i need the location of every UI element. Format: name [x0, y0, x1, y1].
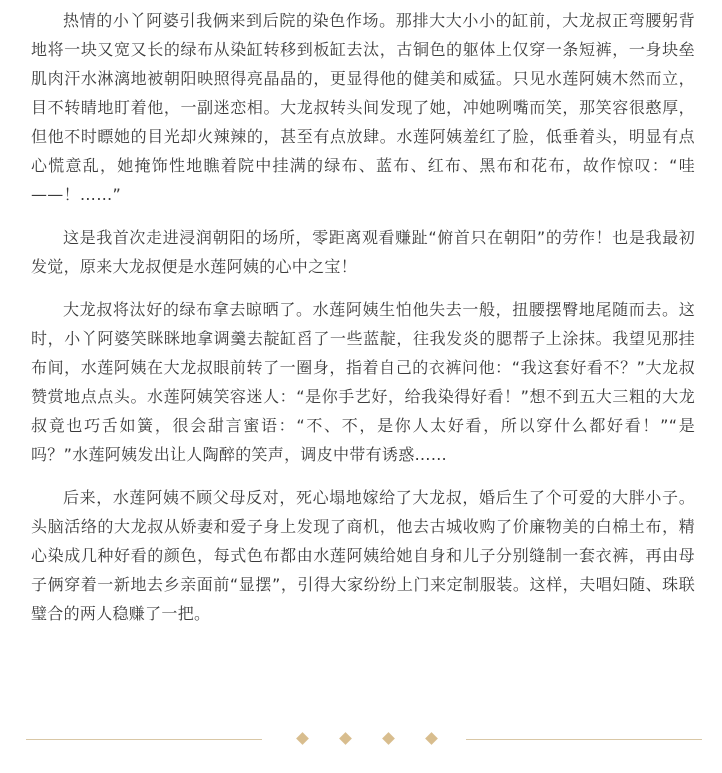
diamond-icon	[296, 732, 309, 745]
divider-line-left	[26, 739, 262, 740]
paragraph-1: 热情的小丫阿婆引我俩来到后院的染色作场。那排大大小小的缸前，大龙叔正弯腰躬背地将一块又宽又长的绿布从染缸转移到板缸去汰，古铜色的躯体上仅穿一条短裤，一身块垒肌肉汗水淋漓地被朝阳映照得亮晶晶的，更显得他的健美和威猛。只见水莲阿姨木然而立，目不转睛地盯着他，一副迷恋相。大龙叔转头间发现了她，冲她咧嘴而笑，那笑容很憨厚，但他不时瞟她的目光却火辣辣的，甚至有点放肆。水莲阿姨羞红了脸，低垂着头，明显有点心慌意乱，她掩饰性地瞧着院中挂满的绿布、蓝布、红布、黑布和花布，故作惊叹：“哇——！……”	[31, 11, 695, 204]
paragraph-3: 大龙叔将汰好的绿布拿去晾晒了。水莲阿姨生怕他失去一般，扭腰摆臀地尾随而去。这时，小丫阿婆笑眯眯地拿调羹去靛缸舀了一些蓝靛，往我发炎的腮帮子上涂抹。我望见那挂布间，水莲阿姨在大龙叔眼前转了一圈身，指着自己的衣裤问他：“我这套好看不？”大龙叔赞赏地点点头。水莲阿姨笑容迷人：“是你手艺好，给我染得好看！”想不到五大三粗的大龙叔竟也巧舌如簧，很会甜言蜜语：“不、不，是你人太好看，所以穿什么都好看！”“是吗？”水莲阿姨发出让人陶醉的笑声，调皮中带有诱惑……	[31, 300, 695, 464]
paragraph-2: 这是我首次走进浸润朝阳的场所，零距离观看赚趾“俯首只在朝阳”的劳作！也是我最初发觉，原来大龙叔便是水莲阿姨的心中之宝！	[31, 228, 695, 276]
diamond-icon	[382, 732, 395, 745]
diamond-icon	[425, 732, 438, 745]
article-body	[31, 6, 695, 642]
diamond-ornament-group	[286, 730, 442, 748]
diamond-icon	[339, 732, 352, 745]
divider-line-right	[466, 739, 702, 740]
paragraph-4: 后来，水莲阿姨不顾父母反对，死心塌地嫁给了大龙叔，婚后生了个可爱的大胖小子。头脑活络的大龙叔从娇妻和爱子身上发现了商机，他去古城收购了价廉物美的白棉土布，精心染成几种好看的颜色，每式色布都由水莲阿姨给她自身和儿子分别缝制一套衣裤，再由母子俩穿着一新地去乡亲面前“显摆”，引得大家纷纷上门来定制服装。这样，夫唱妇随、珠联璧合的两人稳赚了一把。	[31, 488, 695, 623]
section-divider	[26, 730, 702, 748]
